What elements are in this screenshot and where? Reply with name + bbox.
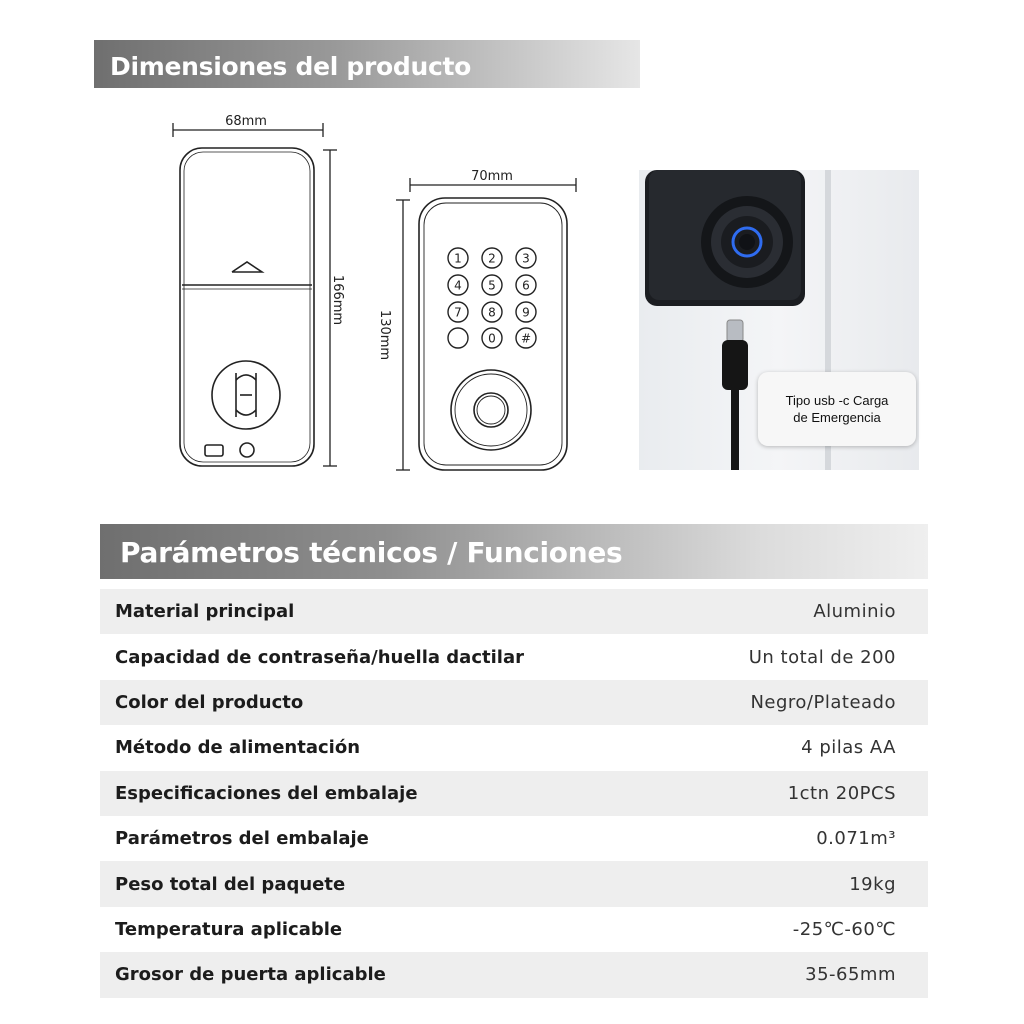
params-header xyxy=(100,524,928,579)
dimensions-header xyxy=(94,40,640,88)
inner-width-label: 68mm xyxy=(225,114,267,129)
keypad-key-label: 2 xyxy=(488,251,496,266)
outer-height-dimension xyxy=(396,200,410,470)
dimension-drawing xyxy=(94,100,594,500)
keypad-key-label: 3 xyxy=(522,251,530,266)
params-table xyxy=(100,589,928,998)
keypad-key-label: 5 xyxy=(488,278,496,293)
table-row xyxy=(100,589,928,634)
keypad-key-label: 8 xyxy=(488,305,496,320)
usb-c-caption: Tipo usb -c Carga de Emergencia xyxy=(785,393,889,425)
param-value: 1ctn 20PCS xyxy=(682,771,928,816)
table-row xyxy=(100,634,928,679)
param-value: 35-65mm xyxy=(682,952,928,997)
keypad-key-label: 1 xyxy=(454,251,462,266)
param-label: Grosor de puerta aplicable xyxy=(100,952,682,997)
keypad-key-label: # xyxy=(520,331,532,346)
table-row xyxy=(100,816,928,861)
param-label: Parámetros del embalaje xyxy=(100,816,682,861)
param-value: -25℃-60℃ xyxy=(682,907,928,952)
param-value: 0.071m³ xyxy=(682,816,928,861)
usb-c-caption-box xyxy=(758,372,916,446)
keypad-key-label: 7 xyxy=(454,305,462,320)
params-title: Parámetros técnicos / Funciones xyxy=(120,536,623,569)
table-row xyxy=(100,907,928,952)
param-label: Temperatura aplicable xyxy=(100,907,682,952)
keypad-key-label: 9 xyxy=(522,305,530,320)
param-value: Un total de 200 xyxy=(682,634,928,679)
outer-height-label: 130mm xyxy=(377,309,392,361)
param-value: Aluminio xyxy=(682,589,928,634)
table-row xyxy=(100,771,928,816)
keypad-keys xyxy=(448,248,536,348)
param-value: 19kg xyxy=(682,861,928,906)
keypad-key-label: 6 xyxy=(522,278,530,293)
param-label: Capacidad de contraseña/huella dactilar xyxy=(100,634,682,679)
table-row xyxy=(100,952,928,997)
inner-unit-outline xyxy=(180,148,314,466)
table-row xyxy=(100,725,928,770)
table-row xyxy=(100,680,928,725)
keypad-key-label: 4 xyxy=(454,278,462,293)
keypad-key xyxy=(448,328,468,348)
param-label: Material principal xyxy=(100,589,682,634)
dimensions-title: Dimensiones del producto xyxy=(110,52,472,81)
param-label: Método de alimentación xyxy=(100,725,682,770)
param-label: Especificaciones del embalaje xyxy=(100,771,682,816)
outer-width-label: 70mm xyxy=(471,169,513,184)
inner-height-label: 166mm xyxy=(330,274,345,326)
param-value: 4 pilas AA xyxy=(682,725,928,770)
param-label: Color del producto xyxy=(100,680,682,725)
keypad-key-label: 0 xyxy=(488,331,496,346)
param-value: Negro/Plateado xyxy=(682,680,928,725)
param-label: Peso total del paquete xyxy=(100,861,682,906)
table-row xyxy=(100,861,928,906)
